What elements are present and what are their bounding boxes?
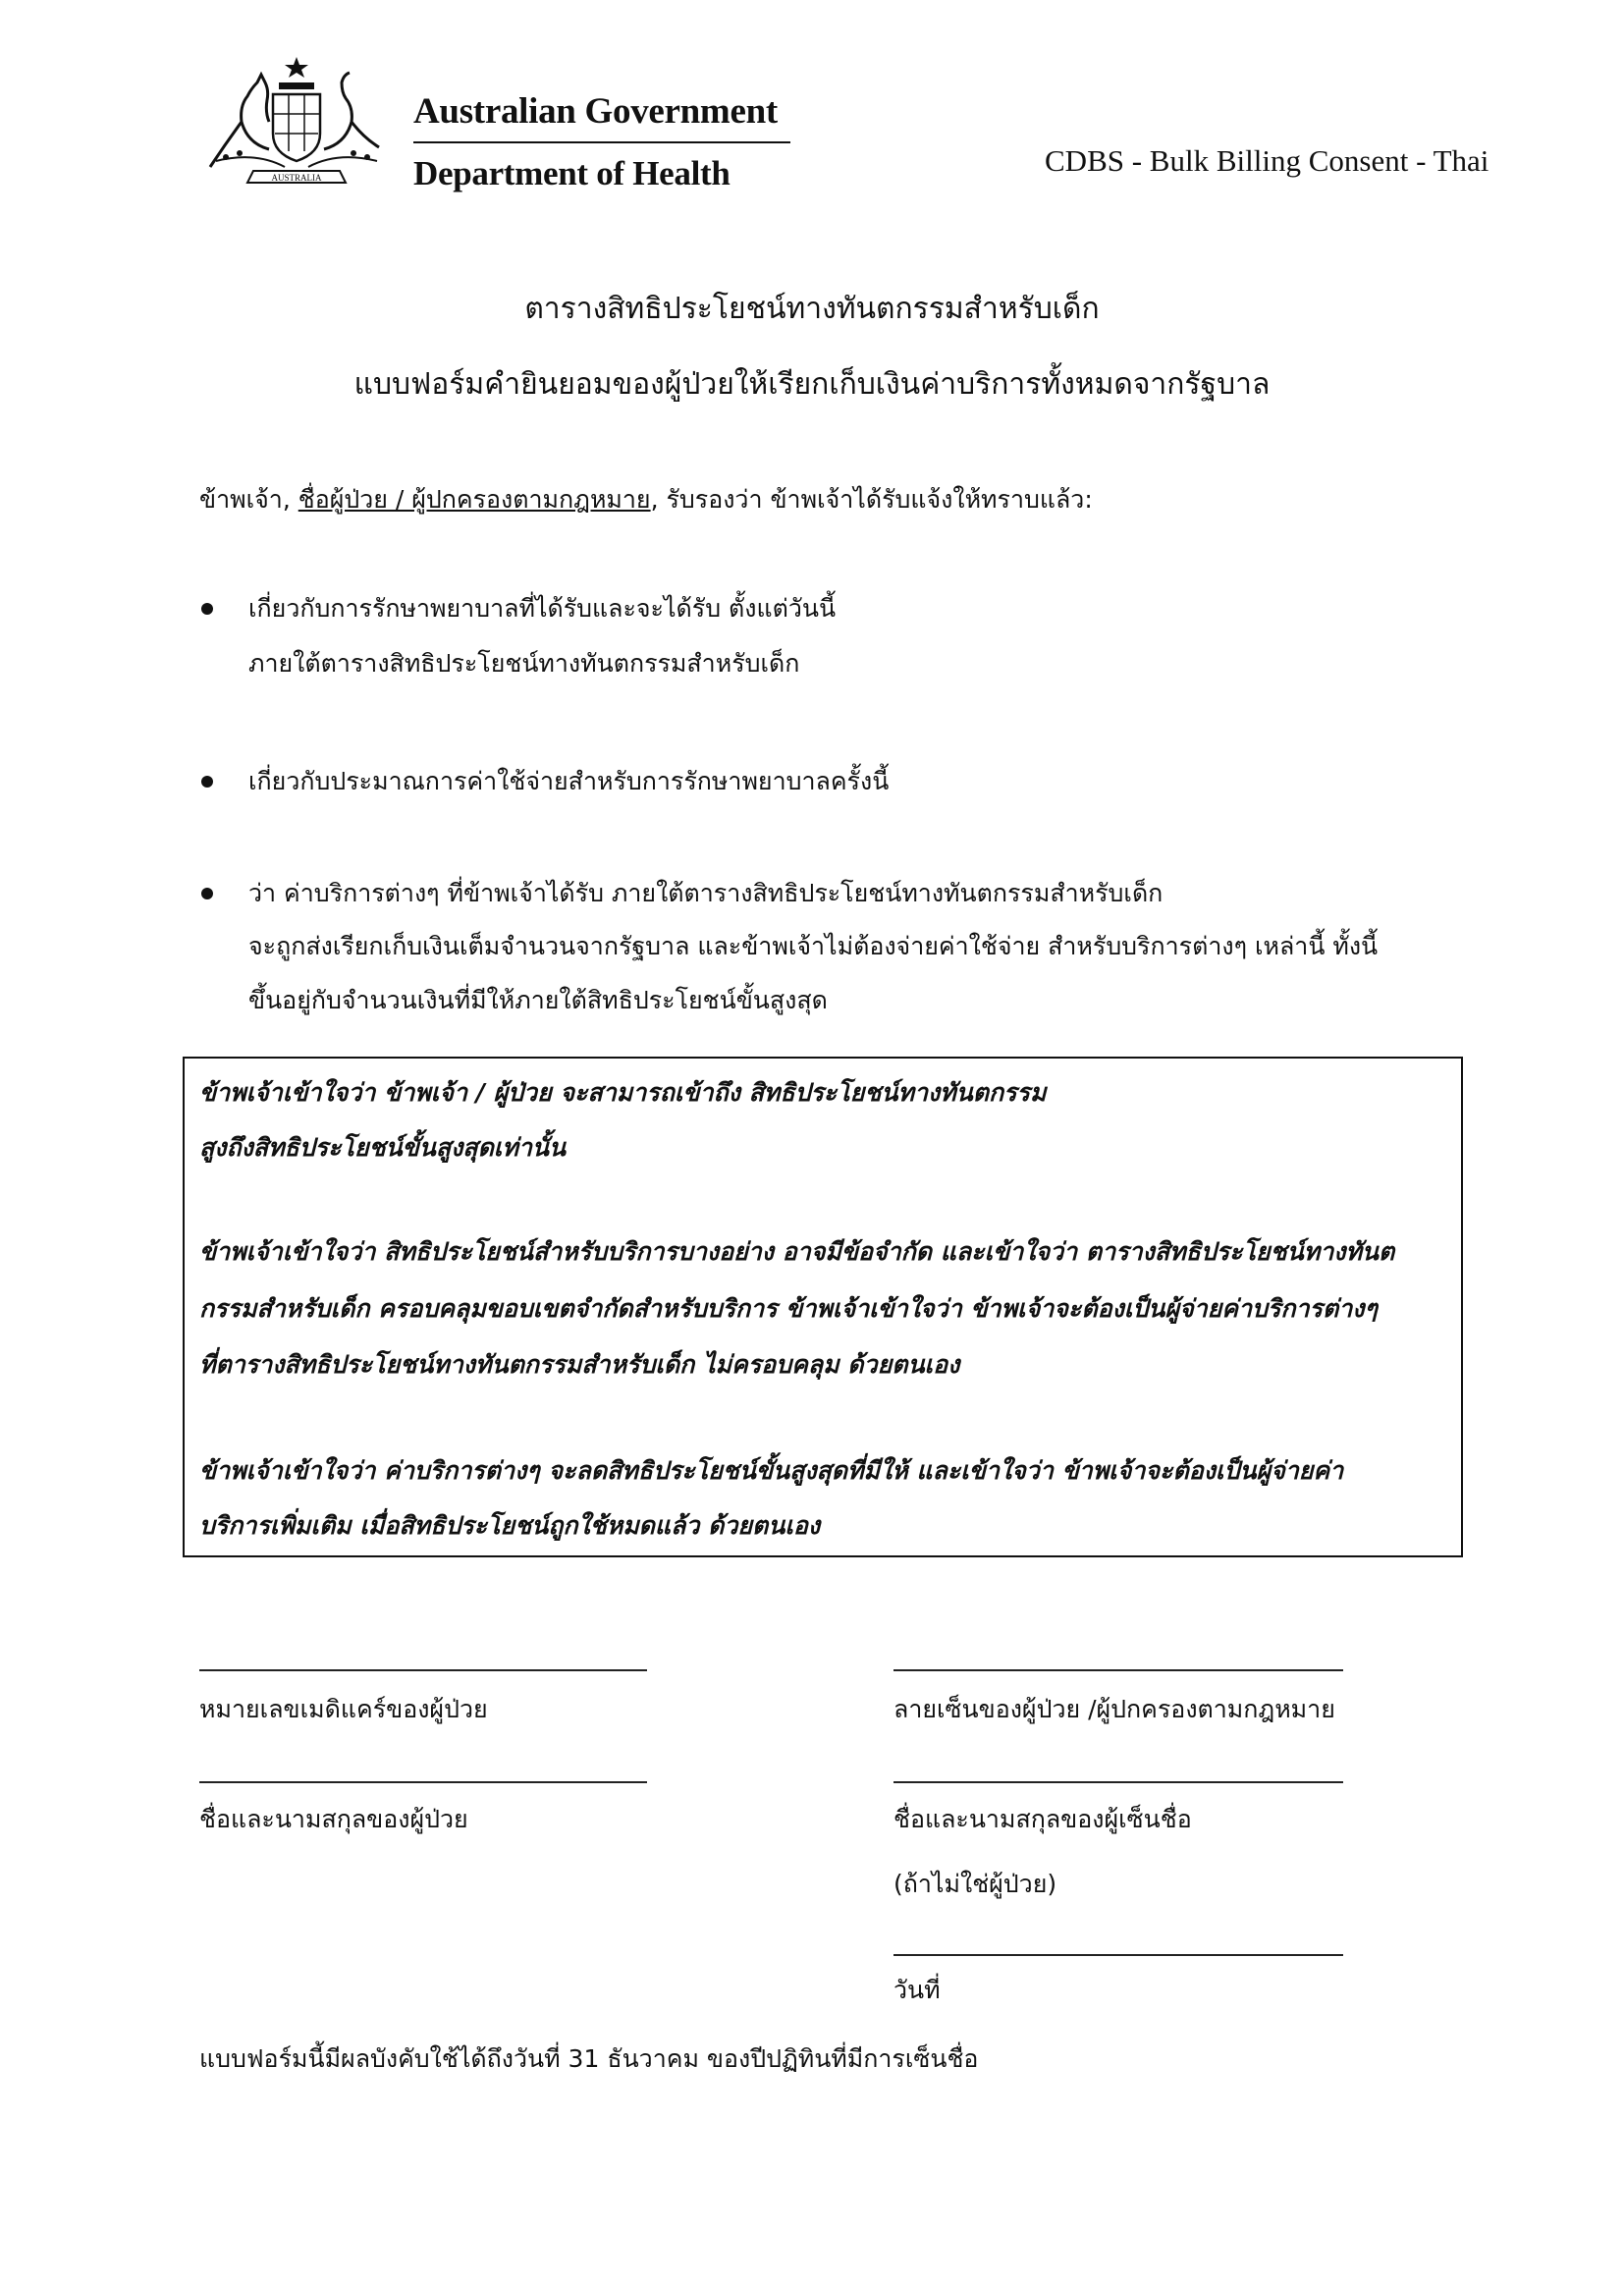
- signer-name-note: (ถ้าไม่ใช่ผู้ป่วย): [893, 1870, 1057, 1898]
- bullet-1-line-2: ภายใต้ตารางสิทธิประโยชน์ทางทันตกรรมสำหรับเด็ก: [248, 649, 800, 678]
- intro-suffix: , รับรองว่า ข้าพเจ้าได้รับแจ้งให้ทราบแล้ว:: [650, 485, 1093, 514]
- notice-p1-line-1: ข้าพเจ้าเข้าใจว่า ข้าพเจ้า / ผู้ป่วย จะสามารถเข้าถึง สิทธิประโยชน์ทางทันตกรรม: [199, 1078, 1047, 1107]
- patient-name-placeholder: ชื่อผู้ป่วย / ผู้ปกครองตามกฎหมาย: [298, 485, 651, 514]
- patient-signature-field[interactable]: [893, 1669, 1343, 1671]
- form-label: CDBS - Bulk Billing Consent - Thai: [1045, 143, 1489, 178]
- australian-coat-of-arms-icon: [196, 53, 398, 198]
- notice-p2-line-3: ที่ตารางสิทธิประโยชน์ทางทันตกรรมสำหรับเด็ก ไม่ครอบคลุม ด้วยตนเอง: [199, 1350, 960, 1379]
- notice-p3-line-1: ข้าพเจ้าเข้าใจว่า ค่าบริการต่างๆ จะลดสิทธิประโยชน์ขั้นสูงสุดที่มีให้ และเข้าใจว่า ข้าพเจ้าจะต้องเป็นผู้จ่ายค่า: [199, 1456, 1344, 1485]
- crest-ribbon-text: AUSTRALIA: [271, 173, 322, 183]
- agency-name: Australian Government: [413, 91, 778, 132]
- patient-name-label: ชื่อและนามสกุลของผู้ป่วย: [199, 1805, 468, 1833]
- bullet-dot: [201, 776, 213, 788]
- medicare-number-label: หมายเลขเมดิแคร์ของผู้ป่วย: [199, 1695, 488, 1723]
- notice-p2-line-1: ข้าพเจ้าเข้าใจว่า สิทธิประโยชน์สำหรับบริการบางอย่าง อาจมีข้อจำกัด และเข้าใจว่า ตารางสิทธิประโยชน์ทางทันต: [199, 1237, 1395, 1266]
- bullet-3-line-3: ขึ้นอยู่กับจำนวนเงินที่มีให้ภายใต้สิทธิประโยชน์ขั้นสูงสุด: [248, 986, 828, 1014]
- bullet-3-line-1: ว่า ค่าบริการต่างๆ ที่ข้าพเจ้าได้รับ ภายใต้ตารางสิทธิประโยชน์ทางทันตกรรมสำหรับเด็ก: [248, 879, 1164, 907]
- bullet-dot: [201, 888, 213, 899]
- bullet-3-line-2: จะถูกส่งเรียกเก็บเงินเต็มจำนวนจากรัฐบาล และข้าพเจ้าไม่ต้องจ่ายค่าใช้จ่าย สำหรับบริการต่างๆ เหล่านี้ ทั้งนี้: [248, 932, 1379, 960]
- bullet-2-line-1: เกี่ยวกับประมาณการค่าใช้จ่ายสำหรับการรักษาพยาบาลครั้งนี้: [248, 767, 890, 795]
- department-name: Department of Health: [413, 154, 731, 192]
- medicare-number-field[interactable]: [199, 1669, 647, 1671]
- date-field[interactable]: [893, 1954, 1343, 1956]
- bullet-1-line-1: เกี่ยวกับการรักษาพยาบาลที่ได้รับและจะได้รับ ตั้งแต่วันนี้: [248, 594, 837, 623]
- intro-statement: [199, 481, 1093, 518]
- notice-p2-line-2: กรรมสำหรับเด็ก ครอบคลุมขอบเขตจำกัดสำหรับบริการ ข้าพเจ้าเข้าใจว่า ข้าพเจ้าจะต้องเป็นผู้จ่ายค่าบริการต่างๆ: [199, 1294, 1378, 1323]
- agency-divider: [413, 141, 790, 143]
- patient-signature-label: ลายเซ็นของผู้ป่วย /ผู้ปกครองตามกฎหมาย: [893, 1695, 1335, 1723]
- intro-prefix: ข้าพเจ้า,: [199, 485, 298, 514]
- page-subtitle: แบบฟอร์มคำยินยอมของผู้ป่วยให้เรียกเก็บเงินค่าบริการทั้งหมดจากรัฐบาล: [353, 367, 1271, 402]
- page-title: ตารางสิทธิประโยชน์ทางทันตกรรมสำหรับเด็ก: [524, 292, 1100, 326]
- signer-name-label: ชื่อและนามสกุลของผู้เซ็นชื่อ: [893, 1805, 1192, 1833]
- notice-p3-line-2: บริการเพิ่มเติม เมื่อสิทธิประโยชน์ถูกใช้หมดแล้ว ด้วยตนเอง: [199, 1511, 821, 1540]
- date-label: วันที่: [893, 1976, 941, 2004]
- bullet-dot: [201, 603, 213, 615]
- signer-name-field[interactable]: [893, 1781, 1343, 1783]
- validity-note: แบบฟอร์มนี้มีผลบังคับใช้ได้ถึงวันที่ 31 ธันวาคม ของปีปฏิทินที่มีการเซ็นชื่อ: [199, 2044, 979, 2073]
- notice-p1-line-2: สูงถึงสิทธิประโยชน์ขั้นสูงสุดเท่านั้น: [199, 1133, 567, 1162]
- patient-name-field[interactable]: [199, 1781, 647, 1783]
